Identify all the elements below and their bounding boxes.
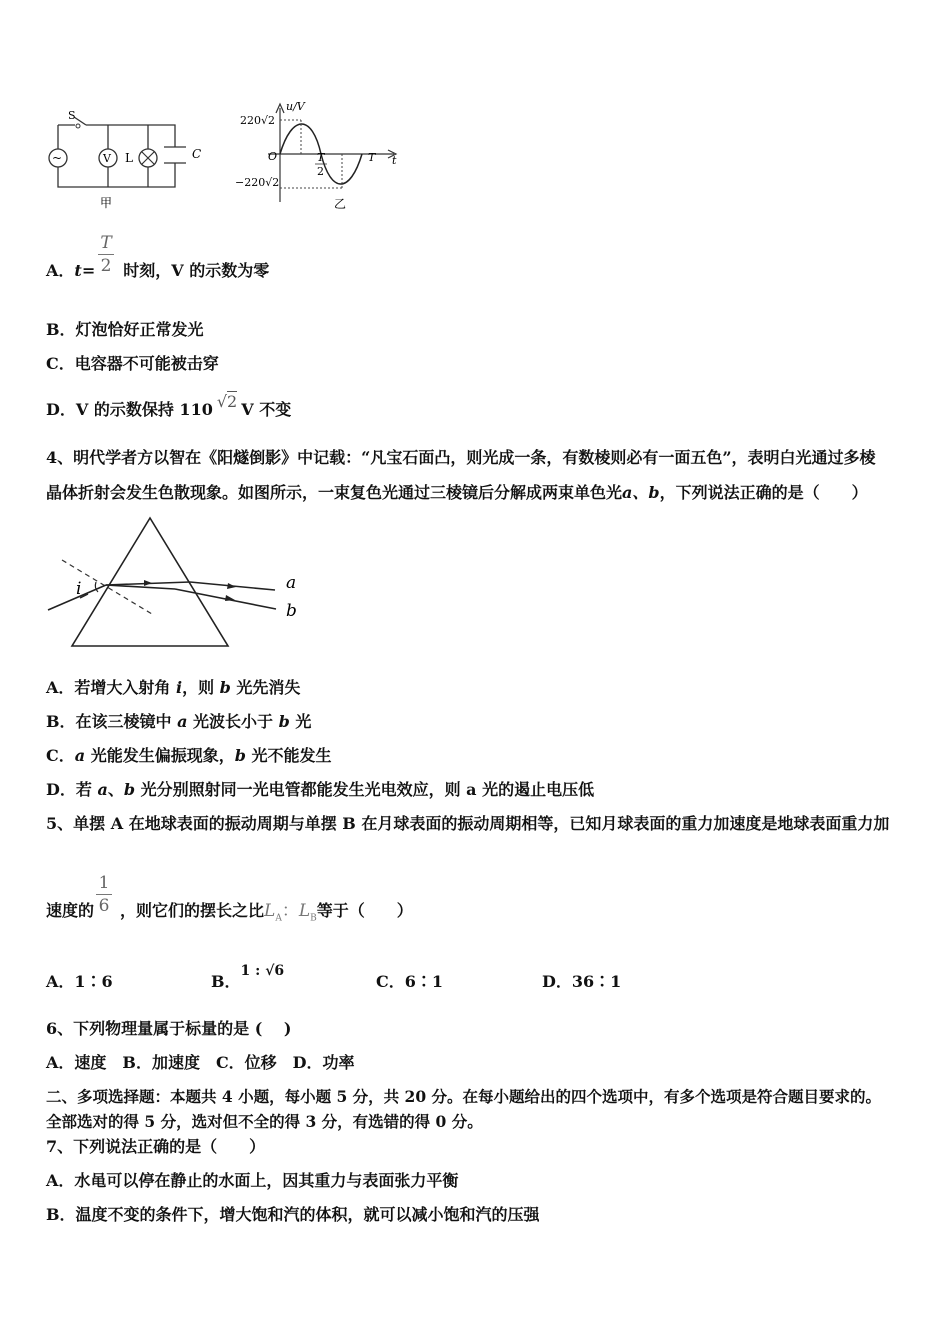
q4-stem-line2: 晶体折射会发生色散现象。如图所示，一束复色光通过三棱镜后分解成两束单色光a、b，下列说法正确的是（ ） xyxy=(46,483,868,502)
q4-stem-line1: 4、明代学者方以智在《阳燧倒影》中记载：“凡宝石面凸，则光成一条，有数棱则必有一面五色”，表明白光通过多棱 xyxy=(46,448,876,467)
q3-option-c: C．电容器不可能被击穿 xyxy=(46,354,219,373)
sqrt-symbol: √2 xyxy=(216,392,238,411)
q5-frac-num: 1 xyxy=(98,873,110,893)
circuit-diagram xyxy=(40,105,215,217)
q5-option-b: B．1 : √6 xyxy=(211,963,285,991)
q4-option-d: D．若 a、b 光分别照射同一光电管都能发生光电效应，则 a 光的遏止电压低 xyxy=(46,780,595,799)
q7-stem: 7、下列说法正确的是（ ） xyxy=(46,1137,266,1156)
incidence-angle-label: i xyxy=(76,579,82,599)
circuit-caption: 甲 xyxy=(100,196,113,210)
y-max-label: 220√2 xyxy=(240,114,276,127)
capacitor-label: C xyxy=(192,147,202,161)
q5-stem-line2: 速度的 ，则它们的摆长之比$L_A$：$L_B$等于（ ） xyxy=(46,901,413,924)
q4-option-c: C．a 光能发生偏振现象，b 光不能发生 xyxy=(46,746,332,765)
voltmeter-label: V xyxy=(103,152,111,165)
x-axis-label: t xyxy=(392,154,397,167)
half-period-den: 2 xyxy=(317,165,324,178)
source-symbol: ~ xyxy=(52,151,63,165)
ray-a-label: a xyxy=(286,573,297,593)
q7-option-b: B．温度不变的条件下，增大饱和汽的体积，就可以减小饱和汽的压强 xyxy=(46,1205,540,1224)
q3-option-a: A．t= 时刻，V 的示数为零 xyxy=(46,261,270,280)
q3-frac-den: 2 xyxy=(100,256,112,276)
period-label: T xyxy=(368,151,376,164)
half-period-num: T xyxy=(317,151,325,164)
q6-options: A．速度 B．加速度 C．位移 D．功率 xyxy=(46,1053,355,1072)
section2-line1: 二、多项选择题：本题共 4 小题，每小题 5 分，共 20 分。在每小题给出的四个选项中，有多个选项是符合题目要求的。 xyxy=(46,1087,882,1106)
ray-b-label: b xyxy=(286,601,297,621)
lamp-label: L xyxy=(125,151,133,165)
q5-stem-line1: 5、单摆 A 在地球表面的振动周期与单摆 B 在月球表面的振动周期相等，已知月球表面的重力加速度是地球表面重力加 xyxy=(46,814,890,833)
q5-option-c: C．6∶1 xyxy=(376,972,444,991)
q4-option-b: B．在该三棱镜中 a 光波长小于 b 光 xyxy=(46,712,312,731)
wave-caption: 乙 xyxy=(334,197,347,211)
section2-line2: 全部选对的得 5 分，选对但不全的得 3 分，有选错的得 0 分。 xyxy=(46,1112,483,1131)
q3-frac-num: T xyxy=(100,233,112,253)
voltage-waveform xyxy=(232,98,407,216)
q3-option-b: B．灯泡恰好正常发光 xyxy=(46,320,204,339)
q7-option-a: A．水黾可以停在静止的水面上，因其重力与表面张力平衡 xyxy=(46,1171,459,1190)
y-axis-label: u/V xyxy=(286,100,305,113)
q6-stem: 6、下列物理量属于标量的是 ( ) xyxy=(46,1019,292,1038)
length-ratio: $L_A$：$L_B$ xyxy=(264,901,317,924)
origin-label: O xyxy=(268,150,278,163)
y-min-label: −220√2 xyxy=(235,176,280,189)
switch-label: S xyxy=(68,109,76,122)
q5-option-d: D．36∶1 xyxy=(542,972,622,991)
q5-option-a: A．1∶6 xyxy=(46,972,113,991)
q5-frac-den: 6 xyxy=(98,896,110,916)
q3-option-d: D．V 的示数保持 110 √2 V 不变 xyxy=(46,392,292,419)
prism-diagram xyxy=(40,512,310,652)
q4-option-a: A．若增大入射角 i，则 b 光先消失 xyxy=(46,678,301,697)
